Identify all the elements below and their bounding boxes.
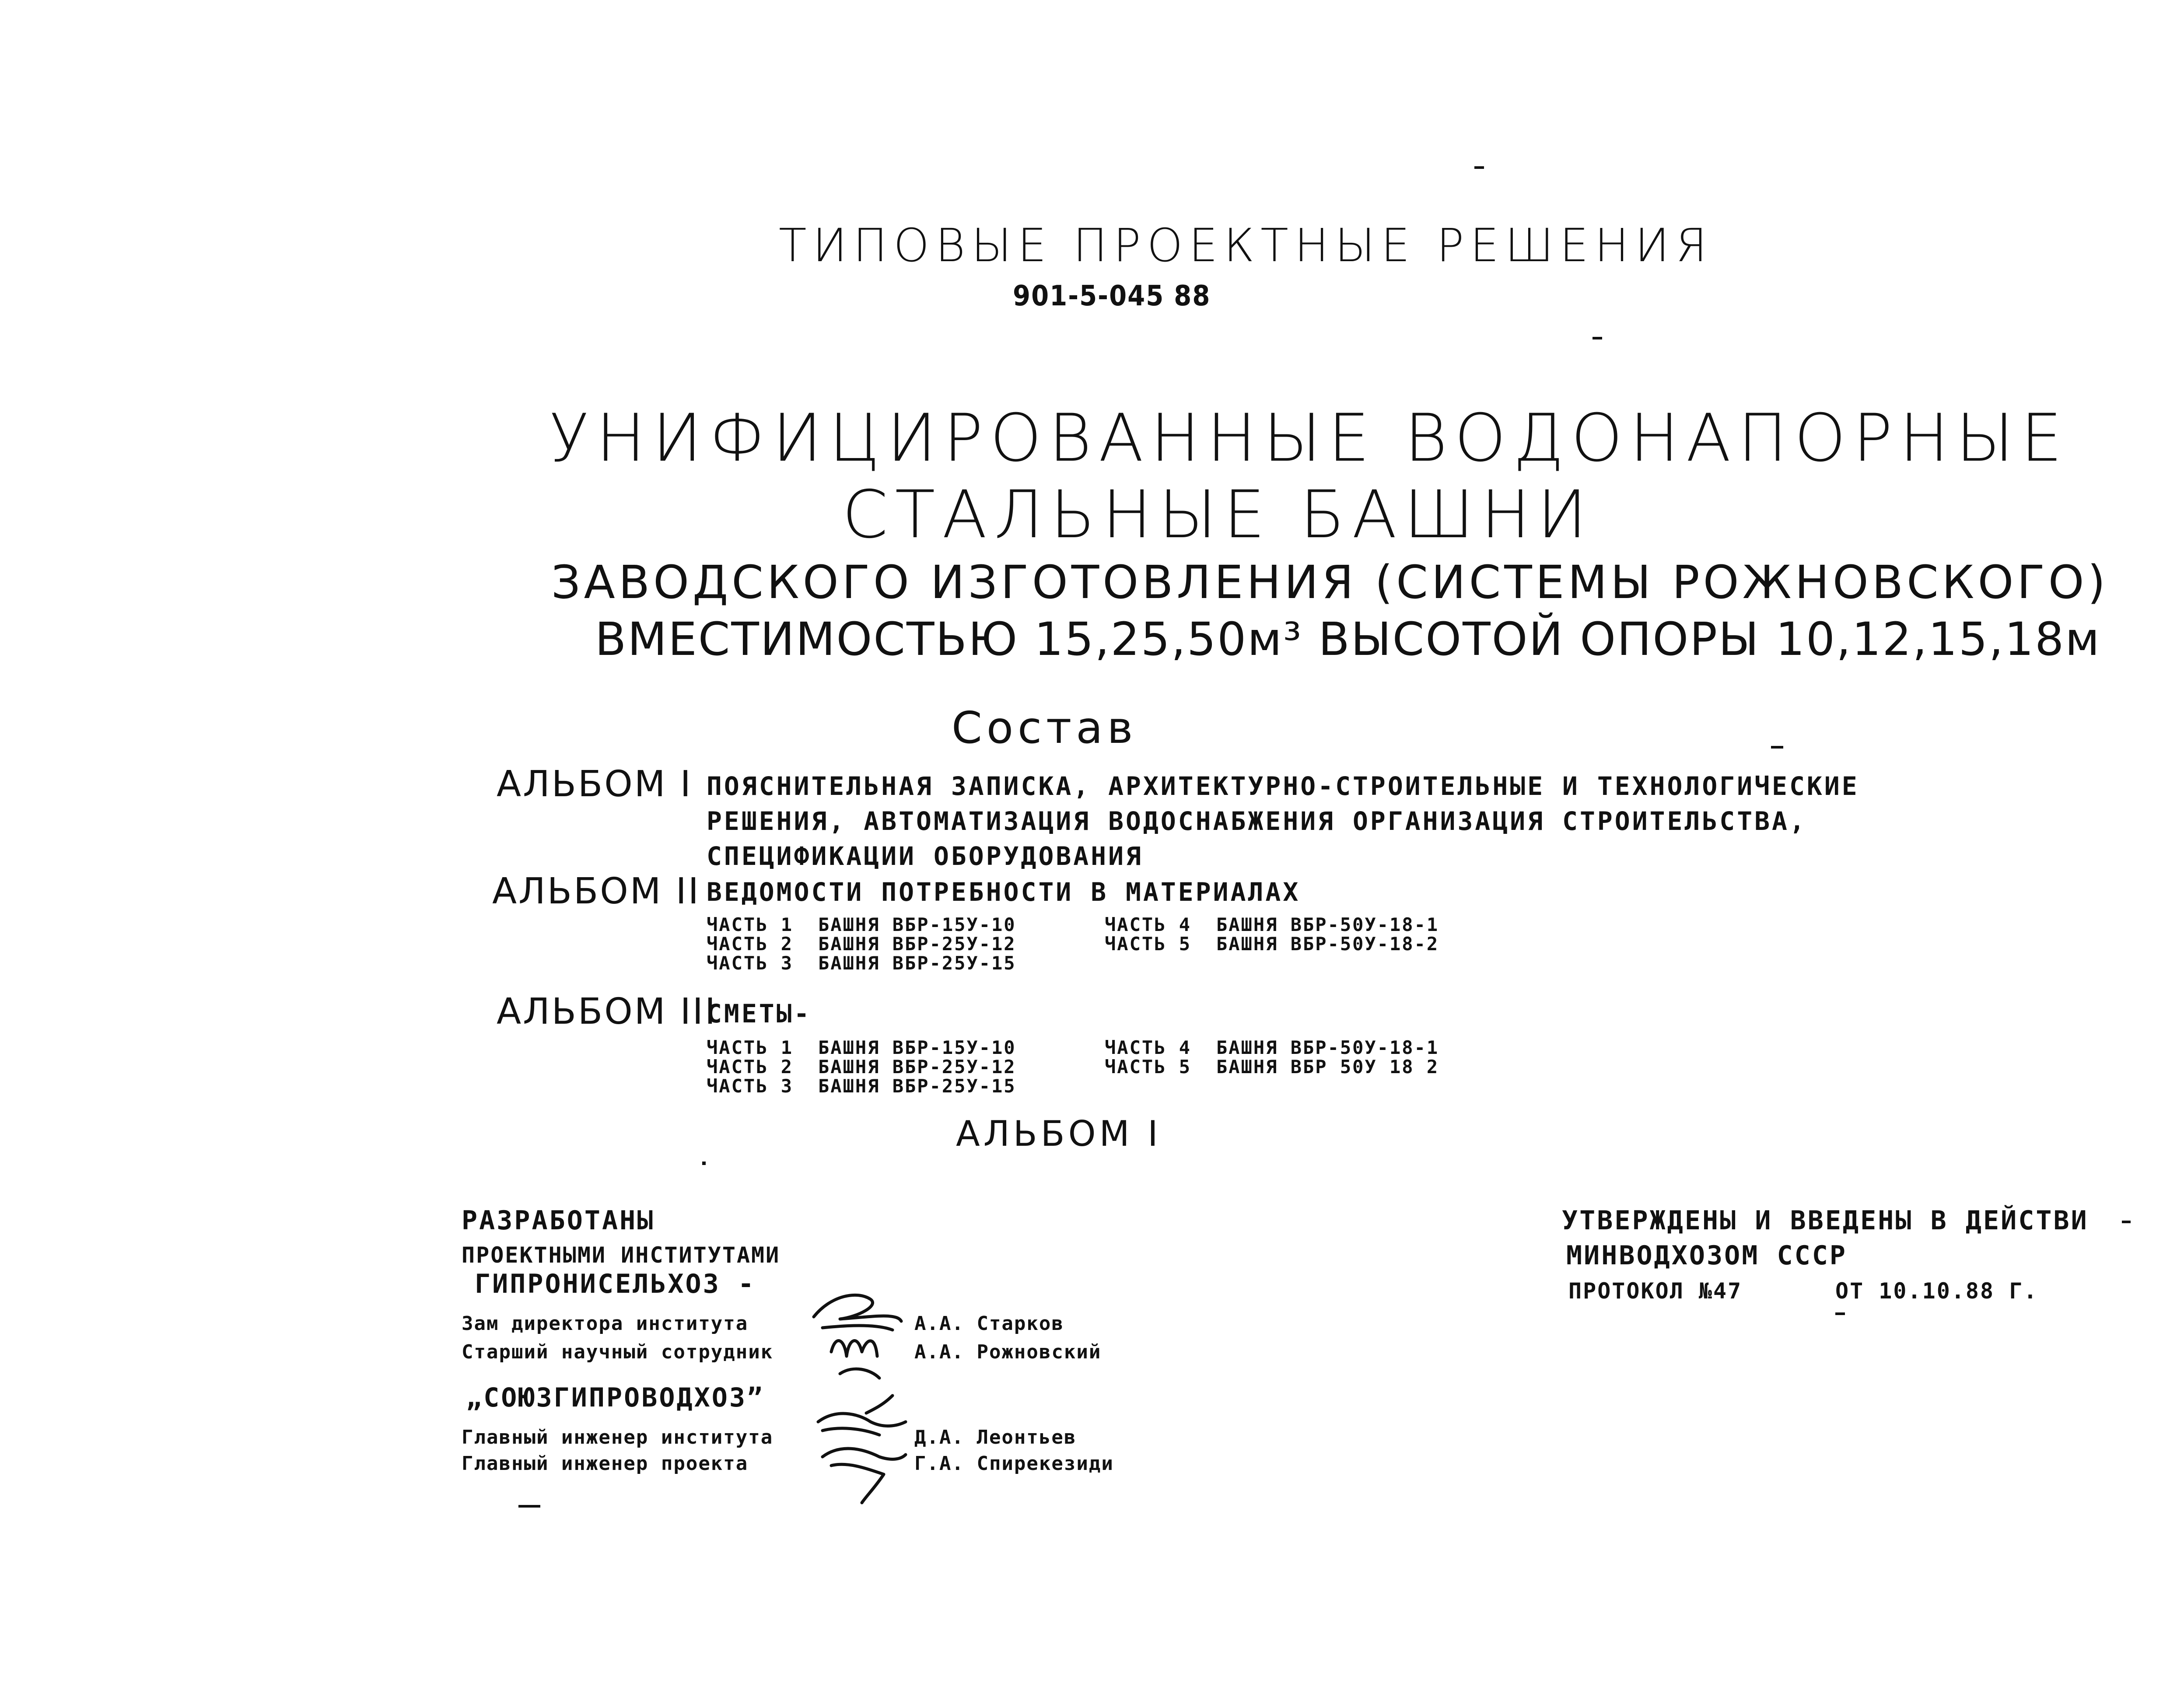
signatory-4-role: Главный инженер проекта [462, 1452, 749, 1475]
part-tower: БАШНЯ ВБР-15У-10 [818, 1037, 1016, 1058]
signatory-3-name: Д.А. Леонтьев [914, 1426, 1077, 1449]
parts-row [707, 1057, 1439, 1077]
parts-row [707, 1077, 1439, 1096]
signatory-3-role: Главный инженер института [462, 1426, 774, 1449]
main-title-line-1: УНИФИЦИРОВАННЫЕ ВОДОНАПОРНЫЕ [549, 400, 2069, 476]
signatory-1-name: А.А. Старков [914, 1312, 1064, 1335]
album-1-line-1: ПОЯСНИТЕЛЬНАЯ ЗАПИСКА, АРХИТЕКТУРНО-СТРОИТЕЛЬНЫЕ И ТЕХНОЛОГИЧЕСКИЕ [707, 771, 1859, 801]
album-2-parts [707, 915, 1439, 973]
scan-mark [1835, 1312, 1845, 1315]
signatory-1-role: Зам директора института [462, 1312, 749, 1335]
part-tower: БАШНЯ ВБР 50У 18 2 [1216, 1056, 1439, 1078]
part-tower: БАШНЯ ВБР-25У-12 [818, 933, 1016, 955]
current-album-label: АЛЬБОМ I [956, 1113, 1162, 1154]
signature-starkov-icon [805, 1286, 910, 1417]
signatory-2-role: Старший научный сотрудник [462, 1341, 774, 1363]
developed-heading: РАЗРАБОТАНЫ [462, 1205, 655, 1236]
project-code: 901-5-045 88 [1013, 280, 1211, 312]
scan-mark [1474, 166, 1484, 169]
part-number: ЧАСТЬ 3 [707, 1075, 794, 1097]
part-number: ЧАСТЬ 5 [1105, 933, 1192, 955]
scan-mark [1771, 746, 1783, 749]
part-tower: БАШНЯ ВБР-15У-10 [818, 914, 1016, 935]
part-tower: БАШНЯ ВБР-50У-18-1 [1216, 914, 1439, 935]
scan-mark [2122, 1221, 2131, 1223]
protocol-number: ПРОТОКОЛ №47 [1568, 1278, 1743, 1304]
scan-mark [518, 1505, 540, 1508]
composition-heading: Состав [952, 702, 1138, 753]
institute-1: ГИПРОНИСЕЛЬХОЗ - [475, 1269, 756, 1299]
part-number: ЧАСТЬ 1 [707, 1037, 794, 1058]
approved-line-1: УТВЕРЖДЕНЫ И ВВЕДЕНЫ В ДЕЙСТВИ [1562, 1205, 2089, 1236]
album-2-label: АЛЬБОМ II [492, 871, 700, 912]
part-number: ЧАСТЬ 2 [707, 1056, 794, 1078]
approved-line-2: МИНВОДХОЗОМ СССР [1566, 1240, 1847, 1271]
parts-row [707, 1038, 1439, 1057]
protocol-date: ОТ 10.10.88 Г. [1835, 1278, 2038, 1304]
album-3-label: АЛЬБОМ III [497, 991, 718, 1032]
part-number: ЧАСТЬ 2 [707, 933, 794, 955]
album-1-line-3: СПЕЦИФИКАЦИИ ОБОРУДОВАНИЯ [707, 841, 1143, 871]
album-3-line-1: СМЕТЫ- [707, 999, 812, 1029]
series-title: ТИПОВЫЕ ПРОЕКТНЫЕ РЕШЕНИЯ [779, 219, 1713, 272]
part-number: ЧАСТЬ 3 [707, 952, 794, 974]
part-tower: БАШНЯ ВБР-25У-15 [818, 1075, 1016, 1097]
parts-row [707, 934, 1439, 954]
subtitle-line-2: ВМЕСТИМОСТЬЮ 15,25,50м³ ВЫСОТОЙ ОПОРЫ 10,12,15,18м [595, 612, 2101, 666]
main-title-line-2: СТАЛЬНЫЕ БАШНИ [842, 477, 1594, 553]
part-number: ЧАСТЬ 4 [1105, 1037, 1192, 1058]
part-tower: БАШНЯ ВБР-25У-15 [818, 952, 1016, 974]
part-tower: БАШНЯ ВБР-50У-18-1 [1216, 1037, 1439, 1058]
institute-2: „СОЮЗГИПРОВОДХОЗ” [466, 1382, 765, 1413]
subtitle-line-1: ЗАВОДСКОГО ИЗГОТОВЛЕНИЯ (СИСТЕМЫ РОЖНОВСКОГО) [551, 556, 2109, 609]
album-1-label: АЛЬБОМ I [497, 763, 693, 805]
part-number: ЧАСТЬ 5 [1105, 1056, 1192, 1078]
developed-by: ПРОЕКТНЫМИ ИНСТИТУТАМИ [462, 1242, 780, 1268]
scan-mark [1592, 337, 1602, 339]
signature-leontiev-icon [814, 1404, 910, 1505]
album-3-parts [707, 1038, 1439, 1096]
signatory-2-name: А.А. Рожновский [914, 1341, 1102, 1363]
signatory-4-name: Г.А. Спирекезиди [914, 1452, 1114, 1475]
part-tower: БАШНЯ ВБР-50У-18-2 [1216, 933, 1439, 955]
album-1-line-2: РЕШЕНИЯ, АВТОМАТИЗАЦИЯ ВОДОСНАБЖЕНИЯ ОРГАНИЗАЦИЯ СТРОИТЕЛЬСТВА, [707, 806, 1807, 836]
parts-row [707, 915, 1439, 934]
album-2-line-1: ВЕДОМОСТИ ПОТРЕБНОСТИ В МАТЕРИАЛАХ [707, 877, 1301, 907]
scan-mark [702, 1162, 706, 1165]
parts-row [707, 954, 1439, 973]
part-number: ЧАСТЬ 4 [1105, 914, 1192, 935]
part-number: ЧАСТЬ 1 [707, 914, 794, 935]
part-tower: БАШНЯ ВБР-25У-12 [818, 1056, 1016, 1078]
